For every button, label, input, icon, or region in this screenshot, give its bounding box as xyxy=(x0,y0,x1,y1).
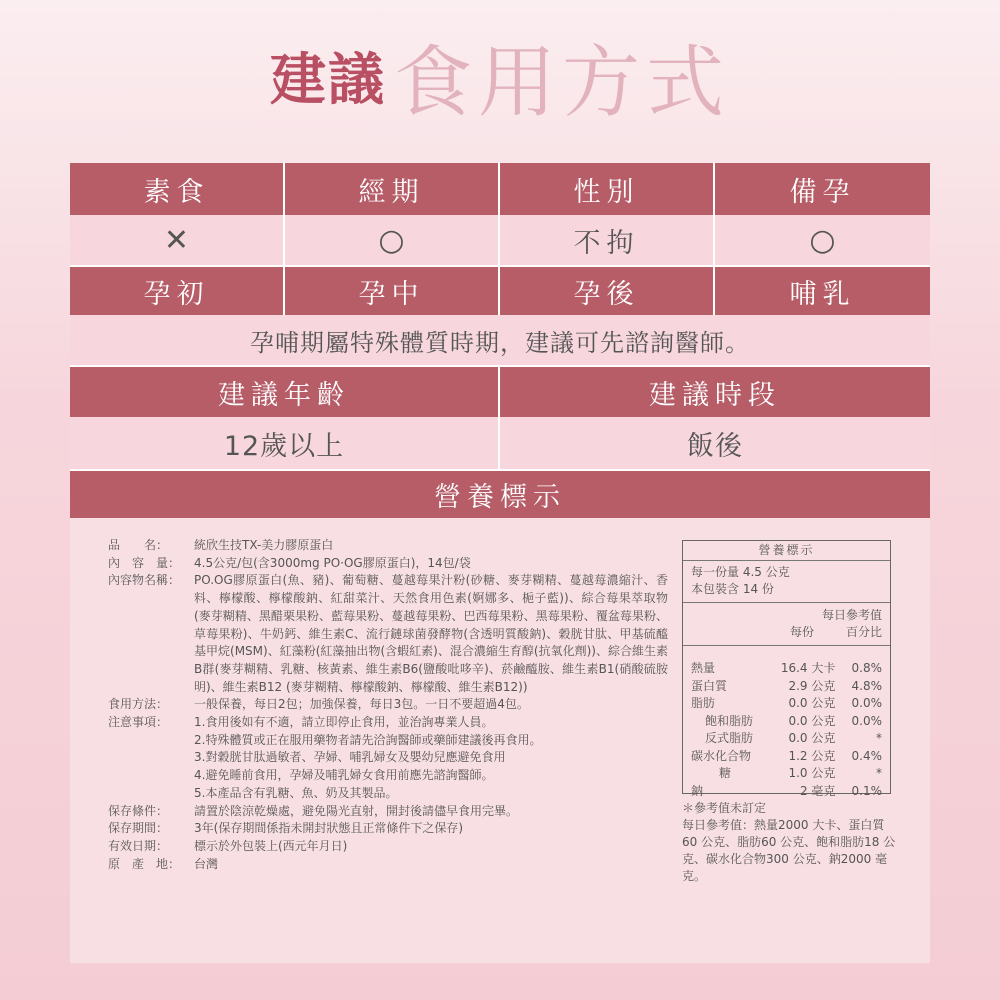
nutrient-amount: 1.0 公克 xyxy=(788,766,836,780)
info-origin: 原 產 地： 台灣 xyxy=(108,856,219,871)
header-menstrual: 經期 xyxy=(285,163,500,215)
nutrient-percent: 0.8% xyxy=(851,661,882,675)
nutrient-amount: 2.9 公克 xyxy=(788,678,836,693)
info-usage: 食用方法： 一般保養，每日2包；加強保養，每日3包。一日不要超過4包。 xyxy=(108,697,529,712)
pregnancy-note-row xyxy=(70,315,930,367)
nutrient-name: 脂肪 xyxy=(691,696,716,710)
value-age: 12歲以上 xyxy=(70,417,500,469)
warning-item: 2.特殊體質或正在服用藥物者請先洽詢醫師或藥師建議後再食用。 xyxy=(194,732,542,747)
suggest-value-row xyxy=(70,417,930,471)
value-menstrual: ○ xyxy=(285,215,500,265)
nutrient-amount: 0.0 公克 xyxy=(788,696,836,710)
target-value-row xyxy=(70,215,930,267)
nutrition-row xyxy=(683,748,890,766)
value-time: 飯後 xyxy=(500,417,930,469)
nutrient-name: 碳水化合物 xyxy=(691,748,752,763)
target-header-row xyxy=(70,163,930,215)
nutrient-percent: 0.0% xyxy=(851,696,882,710)
nutrient-percent: 0.0% xyxy=(851,713,882,728)
nutrient-percent: 0.4% xyxy=(851,748,882,763)
value-vegetarian: ✕ xyxy=(70,215,285,265)
footnote-asterisk: ＊參考值未訂定 xyxy=(682,801,767,815)
servings-per-pack: 本包裝含 14 份 xyxy=(683,581,890,603)
product-info xyxy=(108,537,668,873)
nutrient-name: 飽和脂肪 xyxy=(705,713,754,728)
nutrient-percent: * xyxy=(876,731,882,745)
title-bold: 建議 xyxy=(269,47,386,113)
nutrition-box-title: 營養標示 xyxy=(683,541,890,561)
header-mid-pregnancy: 孕中 xyxy=(285,267,500,315)
header-late-pregnancy: 孕後 xyxy=(500,267,715,315)
section-title: 營養標示 xyxy=(70,471,930,518)
nutrient-name: 糖 xyxy=(719,766,732,780)
nutrition-row xyxy=(683,695,890,713)
header-time: 建議時段 xyxy=(500,367,930,417)
info-name: 品 名： 統欣生技TX-美力膠原蛋白 xyxy=(108,538,334,552)
nutrition-row xyxy=(683,765,890,783)
pregnancy-header-row xyxy=(70,267,930,315)
header-vegetarian: 素食 xyxy=(70,163,285,215)
suggest-header-row xyxy=(70,367,930,417)
nutrient-amount: 2 毫克 xyxy=(799,783,836,798)
info-quantity: 內 容 量： 4.5公克/包(含3000mg PO·OG膠原蛋白)，14包/袋 xyxy=(108,555,471,570)
pregnancy-note: 孕哺期屬特殊體質時期，建議可先諮詢醫師。 xyxy=(70,315,930,365)
serving-size: 每一份量 4.5 公克 xyxy=(691,565,790,579)
nutrition-table xyxy=(683,660,890,800)
info-period: 保存期間： 3年(保存期間係指未開封狀態且正常條件下之保存) xyxy=(108,821,463,836)
info-storage: 保存條件： 請置於陰涼乾燥處，避免陽光直射，開封後請儘早食用完畢。 xyxy=(108,803,519,818)
warning-item: 4.避免睡前食用，孕婦及哺乳婦女食用前應先諮詢醫師。 xyxy=(194,768,494,783)
nutrition-row xyxy=(683,713,890,731)
nutrient-name: 熱量 xyxy=(691,661,716,675)
nutrient-amount: 0.0 公克 xyxy=(788,731,836,745)
nutrient-percent: 4.8% xyxy=(851,678,882,693)
info-ingredients: 內容物名稱： PO.OG膠原蛋白(魚、豬)、葡萄糖、蔓越莓果汁粉(砂糖、麥芽糊精、蔓越莓濃縮汁、香料、檸檬酸、檸檬酸鈉、紅甜菜汁、天然食用色素(婀娜多、梔子藍))、綜合莓果萃取物(麥芽糊精、黑醋栗果粉、藍莓果粉、蔓越莓果粉、巴西莓果粉、黑莓果粉、覆盆莓果粉、草莓果粉)、牛奶鈣、維生素C、流行鏈球菌發酵物(含透明質酸鈉)、穀胱甘肽、甲基硫醯基甲烷(MSM)、紅藻粉(紅藻抽出物(含蝦紅素)、混合濃縮生育醇(抗氧化劑))、綜合維生素B群(麥芽糊精、乳糖、核黃素、維生素B6(鹽酸吡哆辛)、菸鹼醯胺、維生素B1(硝酸硫胺明)、維生素B12 (麥芽糊精、檸檬酸鈉、檸檬酸、維生素B12)) xyxy=(108,573,668,694)
nutrient-name: 鈉 xyxy=(691,783,704,798)
nutrition-row xyxy=(683,678,890,696)
header-preconception: 備孕 xyxy=(715,163,930,215)
value-preconception: ○ xyxy=(715,215,930,265)
nutrition-row xyxy=(683,660,890,678)
nutrition-facts-box xyxy=(682,540,891,798)
warning-item: 3.對穀胱甘肽過敏者、孕婦、哺乳婦女及嬰幼兒應避免食用 xyxy=(194,750,506,765)
info-expiry: 有效日期： 標示於外包裝上(西元年月日) xyxy=(108,838,348,853)
nutrition-footnote xyxy=(682,800,897,885)
nutrient-amount: 1.2 公克 xyxy=(788,748,836,763)
nutrient-name: 蛋白質 xyxy=(691,678,728,693)
nutrient-amount: 16.4 大卡 xyxy=(780,661,836,675)
page-title xyxy=(0,20,1000,130)
value-gender: 不拘 xyxy=(500,215,715,265)
daily-reference-label: 每日參考值 xyxy=(821,608,882,622)
info-warnings: 注意事項： 1.食用後如有不適，請立即停止食用，並治詢專業人員。 xyxy=(108,715,494,730)
footnote-reference: 每日參考值：熱量2000 大卡、蛋白質60 公克、脂肪60 公克、飽和脂肪18 公克、碳水化合物300 公克、鈉2000 毫克。 xyxy=(682,818,896,883)
header-gender: 性別 xyxy=(500,163,715,215)
header-age: 建議年齡 xyxy=(70,367,500,417)
header-early-pregnancy: 孕初 xyxy=(70,267,285,315)
nutrient-name: 反式脂肪 xyxy=(705,731,754,745)
warning-item: 5.本產品含有乳糖、魚、奶及其製品。 xyxy=(194,785,398,800)
nutrient-amount: 0.0 公克 xyxy=(788,713,836,728)
title-light: 食用方式 xyxy=(393,38,730,128)
nutrition-row xyxy=(683,730,890,748)
nutrient-percent: * xyxy=(876,766,882,780)
nutrition-row xyxy=(683,783,890,801)
nutrition-section-header xyxy=(70,471,930,518)
nutrition-column-header: 每份 百分比 xyxy=(683,624,890,646)
nutrient-percent: 0.1% xyxy=(851,783,882,798)
header-breastfeeding: 哺乳 xyxy=(715,267,930,315)
